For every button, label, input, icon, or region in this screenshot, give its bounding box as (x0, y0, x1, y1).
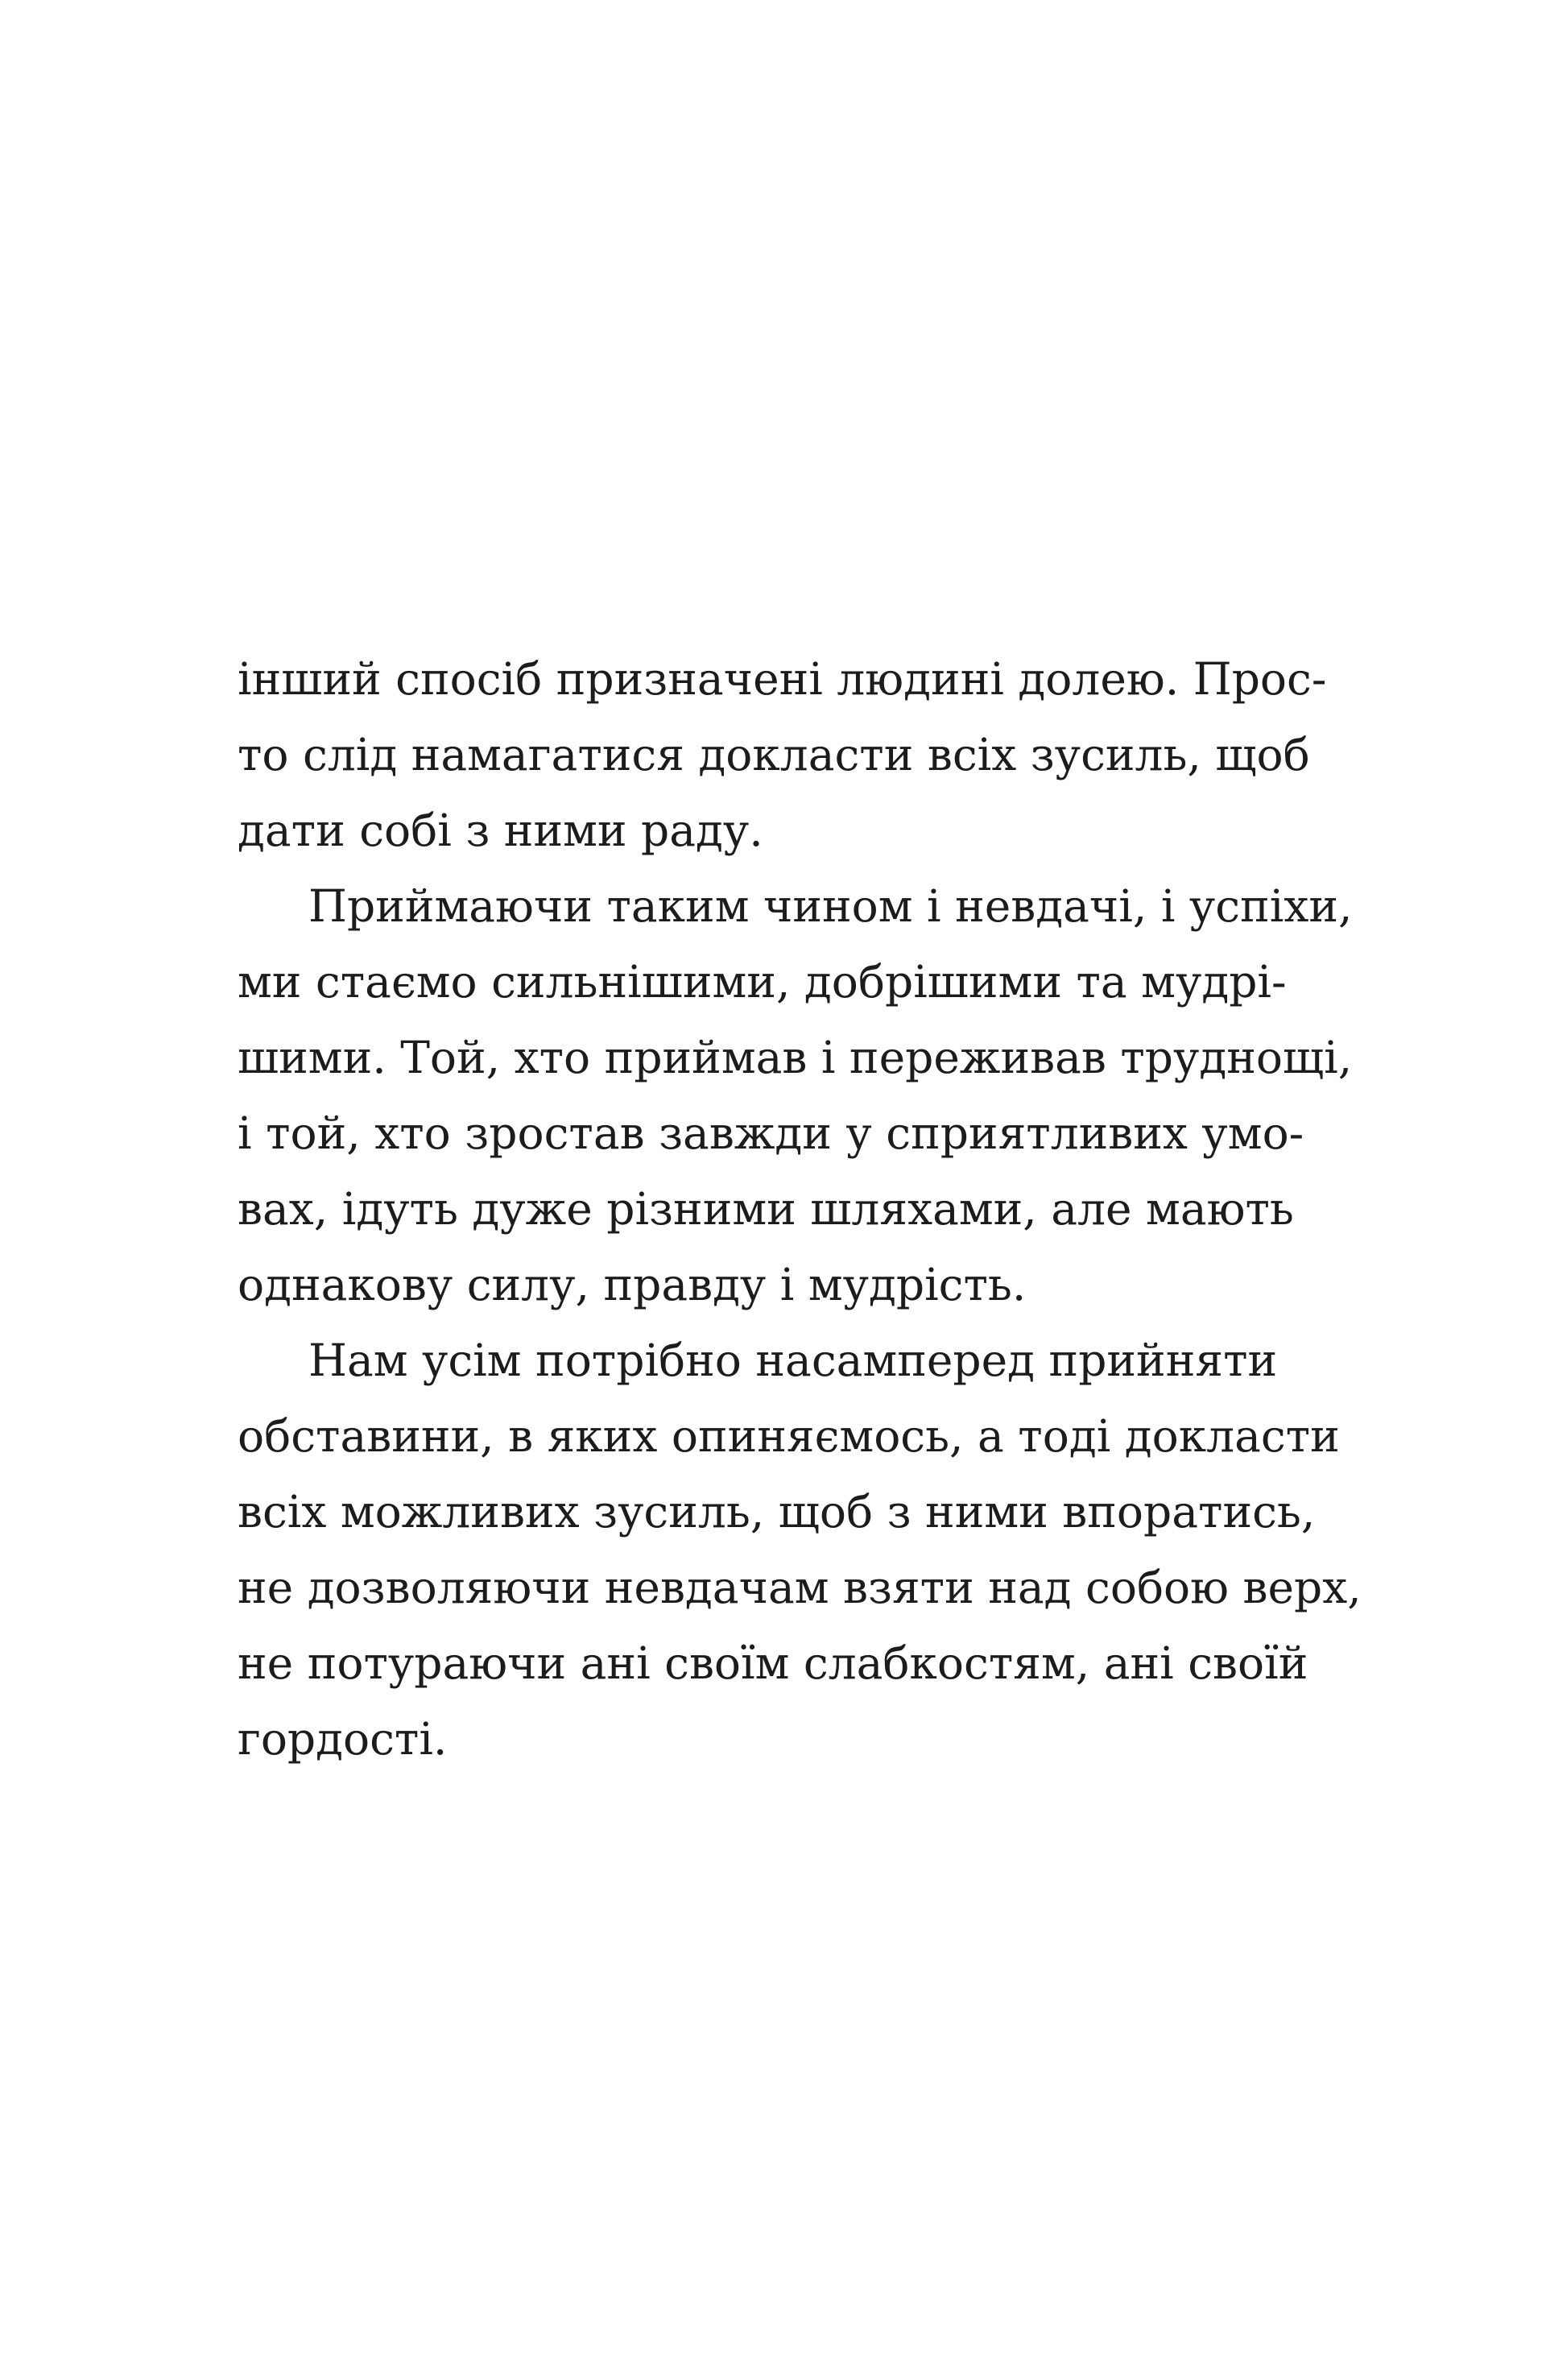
text-line: інший спосіб призначені людині долею. Прос- (238, 653, 1327, 705)
text-line: всіх можливих зусиль, щоб з ними впоратись, (238, 1486, 1316, 1538)
text-line: не дозволяючи невдачам взяти над собою верх, (238, 1562, 1362, 1613)
paragraph-1 (238, 641, 1327, 868)
paragraph-3 (238, 1322, 1362, 1777)
text-line: і той, хто зростав завжди у сприятливих умо- (238, 1107, 1304, 1159)
text-line: гордості. (238, 1713, 448, 1765)
text-line: то слід намагатися докласти всіх зусиль, щоб (238, 729, 1310, 780)
text-line: вах, ідуть дуже різними шляхами, але мають (238, 1183, 1294, 1235)
text-line: Нам усім потрібно насамперед прийняти (308, 1335, 1278, 1386)
text-line: однакову силу, правду і мудрість. (238, 1259, 1027, 1310)
text-line: ми стаємо сильнішими, добрішими та мудрі- (238, 956, 1287, 1008)
text-line: дати собі з ними раду. (238, 805, 763, 856)
text-line: обставини, в яких опиняємось, а тоді докласти (238, 1410, 1340, 1462)
text-line: не потураючи ані своїм слабкостям, ані своїй (238, 1637, 1308, 1689)
text-line: Приймаючи таким чином і невдачі, і успіхи, (308, 880, 1353, 932)
text-line: шими. Той, хто приймав і переживав труднощі, (238, 1032, 1353, 1083)
body-text (238, 641, 1362, 1777)
paragraph-2 (238, 868, 1353, 1322)
